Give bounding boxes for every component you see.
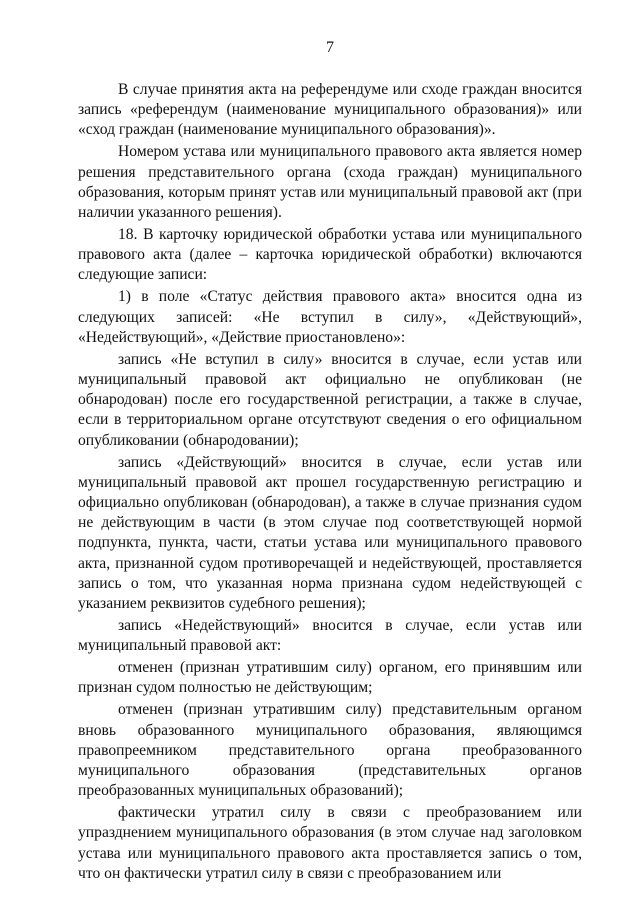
paragraph-in-force: запись «Действующий» вносится в случае, если устав или муниципальный правовой акт прошел государственную регистрацию и официально опубликован (обнародован), а также в случае признания судом не действующим в части (в этом случае под соответствующей нормой подпункта, пункта, части, статьи устава или муниципального правового акта, признанной судом противоречащей и недействующей, проставляется запись о том, что указанная норма признана судом недействующей с указанием реквизитов судебного решения); bbox=[78, 453, 582, 613]
paragraph-not-valid: запись «Недействующий» вносится в случае, если устав или муниципальный правовой акт: bbox=[78, 617, 582, 655]
paragraph-lapsed: фактически утратил силу в связи с преобразованием или упразднением муниципального образования (в этом случае над заголовком устава или муниципального правового акта проставляется запись о том, что он фактически утратил силу в связи с преобразованием или bbox=[78, 804, 582, 882]
paragraph-not-in-force: запись «Не вступил в силу» вносится в случае, если устав или муниципальный правовой акт официально не опубликован (не обнародован) после его государственной регистрации, а также в случае, если в территориальном органе отсутствуют сведения о его официальном опубликовании (обнародовании); bbox=[78, 350, 582, 449]
paragraph-item-18: 18. В карточку юридической обработки устава или муниципального правового акта (далее – карточка юридической обработки) включаются следующие записи: bbox=[78, 226, 582, 284]
paragraph-subitem-1: 1) в поле «Статус действия правового акта» вносится одна из следующих записей: «Не вступил в силу», «Действующий», «Недействующий», «Действие приостановлено»: bbox=[78, 288, 582, 346]
paragraph-repealed-by-body: отменен (признан утратившим силу) органом, его принявшим или признан судом полностью не действующим; bbox=[78, 659, 582, 697]
page-number: 7 bbox=[326, 39, 334, 56]
paragraph-charter-number: Номером устава или муниципального правового акта является номер решения представительного органа (схода граждан) муниципального образования, которым принят устав или муниципальный правовой акт (при наличии указанного решения). bbox=[78, 143, 582, 222]
paragraph-referendum: В случае принятия акта на референдуме или сходе граждан вносится запись «референдум (наименование муниципального образования)» или «сход граждан (наименование муниципального образования)». bbox=[78, 81, 582, 139]
paragraph-repealed-by-successor: отменен (признан утратившим силу) представительным органом вновь образованного муниципального образования, являющимся правопреемником представительного органа преобразованного муниципального образования (представительных органов преобразованных муниципальных образований); bbox=[78, 701, 582, 800]
